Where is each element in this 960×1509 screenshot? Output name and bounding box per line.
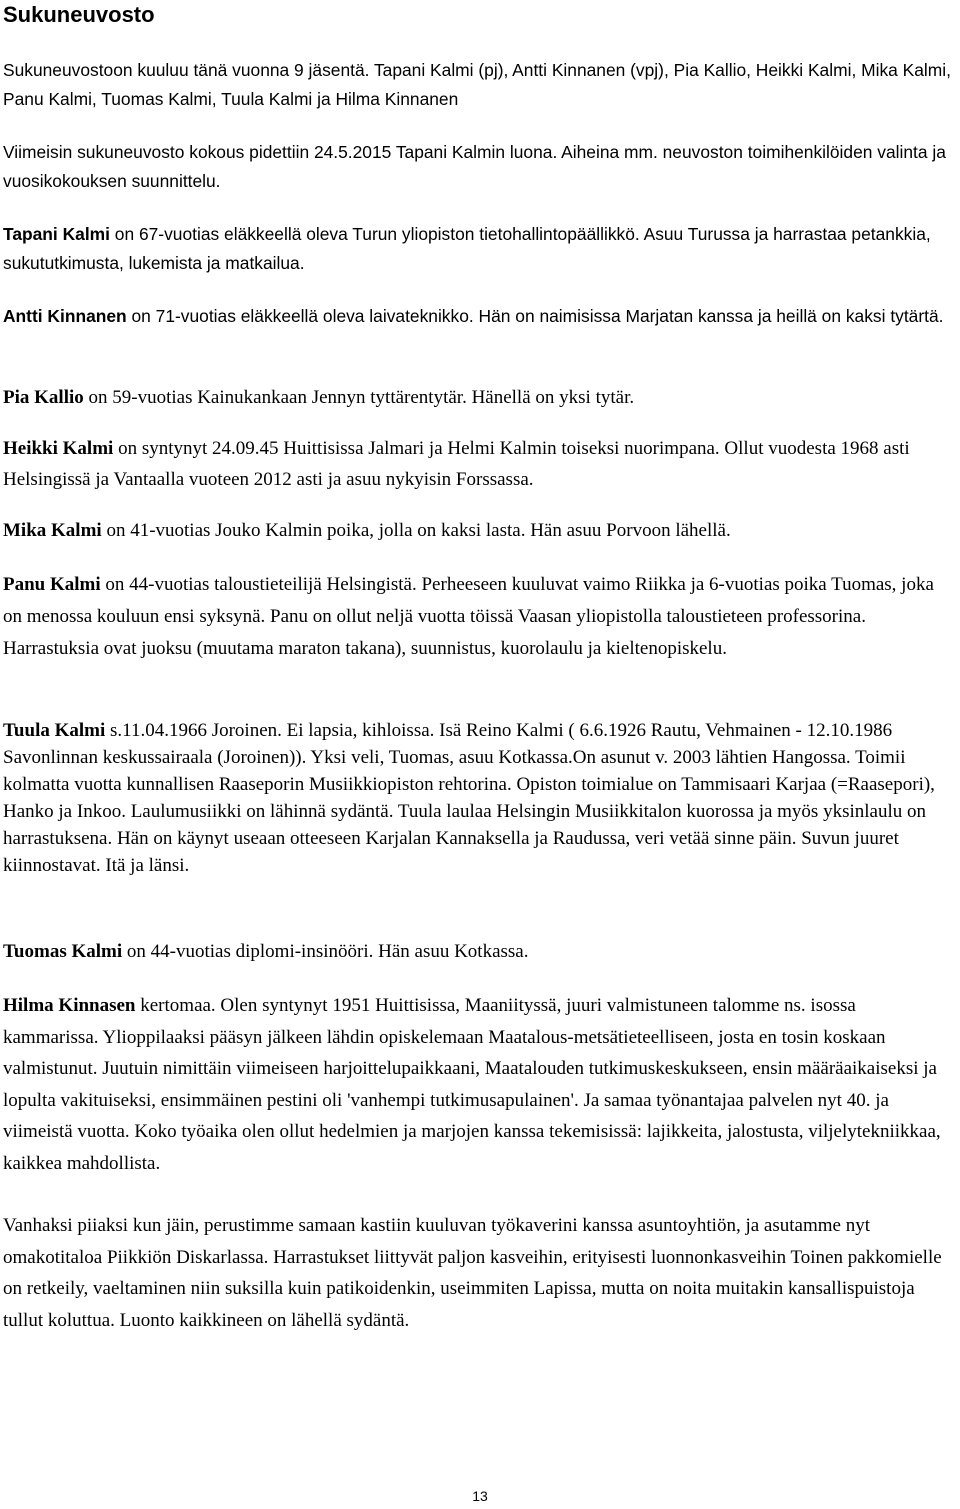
member-description: on syntynyt 24.09.45 Huittisissa Jalmari ja Helmi Kalmin toiseksi nuorimpana. Ollut vuodesta 1968 asti Helsingissä ja Vantaalla vuoteen 2012 asti ja asuu nykyisin Forssassa. [3,438,910,490]
member-heikki [3,434,953,495]
member-panu [3,569,953,665]
member-name: Mika Kalmi [3,520,102,541]
member-pia [3,383,953,414]
member-name: Hilma Kinnasen [3,995,136,1016]
member-description: on 44-vuotias diplomi-insinööri. Hän asuu Kotkassa. [122,941,529,962]
member-description: on 67-vuotias eläkkeellä oleva Turun yliopiston tietohallintopäällikkö. Asuu Turussa ja harrastaa petankkia, sukututkimusta, lukemista ja matkailua. [3,224,931,273]
member-tuomas [3,937,953,968]
member-mika [3,516,953,547]
member-description: kertomaa. Olen syntynyt 1951 Huittisissa, Maaniityssä, juuri valmistuneen talomme ns. isossa kammarissa. Ylioppilaaksi pääsyn jälkeen lähdin opiskelemaan Maatalous-metsätieteelliseen, josta en tosin koskaan valmistunut. Juutuin nimittäin viimeiseen harjoittelupaikkaani, Maatalouden tutkimuskeskukseen, ensin määräaikaiseksi ja lopulta vakituiseksi, ensimmäinen pestini oli 'vanhempi tutkimusapulainen'. Ja samaa työnantajaa palvelen nyt 40. ja viimeistä vuotta. Koko työaika olen ollut hedelmien ja marjojen kanssa tekemisissä: lajikkeita, jalostusta, viljelytekniikkaa, kaikkea mahdollista. [3,995,941,1174]
member-description: on 71-vuotias eläkkeellä oleva laivateknikko. Hän on naimisissa Marjatan kanssa ja heillä on kaksi tytärtä. [126,306,944,326]
member-name: Tuula Kalmi [3,720,106,741]
page-title: Sukuneuvosto [3,2,155,27]
member-antti [3,302,953,331]
member-name: Pia Kallio [3,387,84,408]
member-description: s.11.04.1966 Joroinen. Ei lapsia, kihloissa. Isä Reino Kalmi ( 6.6.1926 Rautu, Vehmainen - 12.10.1986 Savonlinnan keskussairaala (Joroinen)). Yksi veli, Tuomas, asuu Kotkassa.On asunut v. 2003 lähtien Hangossa. Toimii kolmatta vuotta kunnallisen Raaseporin Musiikkiopiston rehtorina. Opiston toimialue on Tammisaari Karjaa (=Raasepori), Hanko ja Inkoo. Laulumusiikki on lähinnä sydäntä. Tuula laulaa Helsingin Musiikkitalon kuorossa ja myös yksinlaulu on harrastuksena. Hän on käynyt useaan otteeseen Karjalan Kannaksella ja Raudussa, veri vetää sinne päin. Suvun juuret kiinnostavat. Itä ja länsi. [3,720,935,876]
member-name: Tapani Kalmi [3,224,110,244]
member-name: Panu Kalmi [3,574,101,595]
member-name: Tuomas Kalmi [3,941,123,962]
member-tuula [3,717,953,879]
member-name: Antti Kinnanen [3,306,127,326]
page-number: 13 [472,1488,488,1504]
member-tapani [3,220,953,277]
member-description: on 59-vuotias Kainukankaan Jennyn tyttärentytär. Hänellä on yksi tytär. [83,387,635,408]
meeting-paragraph: Viimeisin sukuneuvosto kokous pidettiin 24.5.2015 Tapani Kalmin luona. Aiheina mm. neuvoston toimihenkilöiden valinta ja vuosikokouksen suunnittelu. [3,142,946,191]
member-description: on 41-vuotias Jouko Kalmin poika, jolla on kaksi lasta. Hän asuu Porvoon lähellä. [101,520,731,541]
intro-paragraph: Sukuneuvostoon kuuluu tänä vuonna 9 jäsentä. Tapani Kalmi (pj), Antti Kinnanen (vpj), Pia Kallio, Heikki Kalmi, Mika Kalmi, Panu Kalmi, Tuomas Kalmi, Tuula Kalmi ja Hilma Kinnanen [3,60,951,109]
member-name: Heikki Kalmi [3,438,114,459]
hilma-continued: Vanhaksi piiaksi kun jäin, perustimme samaan kastiin kuuluvan työkaverini kanssa asuntoyhtiön, ja asutamme nyt omakotitaloa Piikkiön Diskarlassa. Harrastukset liittyvät paljon kasveihin, erityisesti luonnonkasveihin Toinen pakkomielle on retkeily, vaeltaminen niin suksilla kuin patikoidenkin, useimmiten Lapissa, mutta on noita muitakin kansallispuistoja tullut koluttua. Luonto kaikkineen on lähellä sydäntä. [3,1215,942,1331]
member-hilma [3,990,953,1179]
member-description: on 44-vuotias taloustieteilijä Helsingistä. Perheeseen kuuluvat vaimo Riikka ja 6-vuotias poika Tuomas, joka on menossa kouluun ensi syksynä. Panu on ollut neljä vuotta töissä Vaasan yliopistolla taloustieteen professorina. Harrastuksia ovat juoksu (muutama maraton takana), suunnistus, kuorolaulu ja kieltenopiskelu. [3,574,934,659]
